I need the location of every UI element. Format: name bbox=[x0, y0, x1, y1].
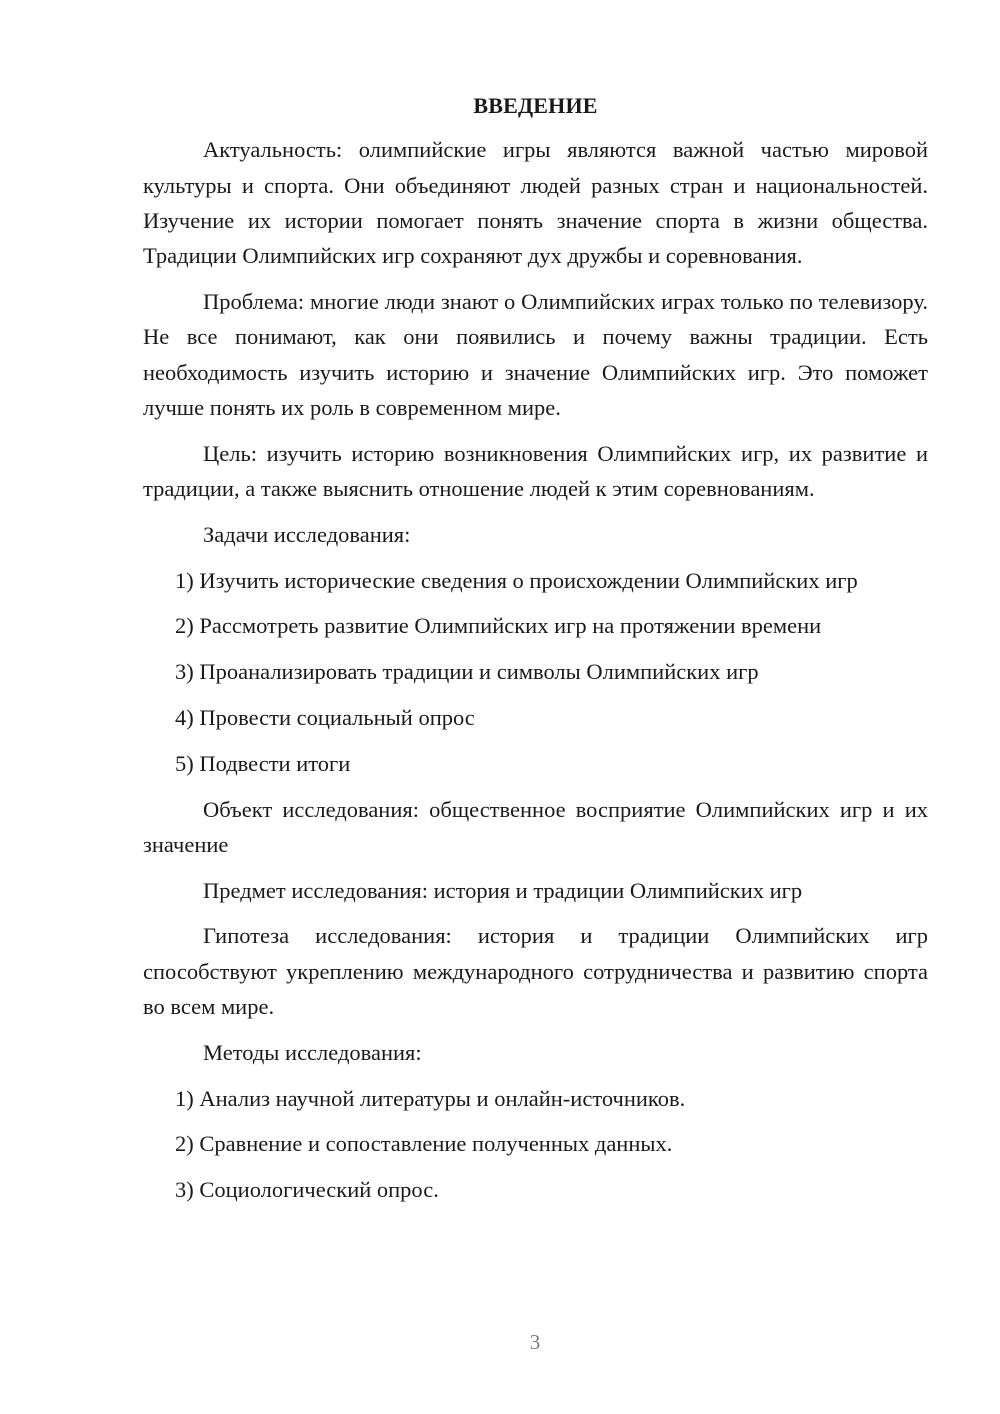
list-item: 2) Сравнение и сопоставление полученных данных. bbox=[175, 1131, 673, 1157]
methods-heading: Методы исследования: bbox=[203, 1039, 422, 1065]
list-item: 1) Анализ научной литературы и онлайн-источников. bbox=[175, 1085, 686, 1111]
document-page bbox=[143, 88, 928, 1218]
problem-paragraph: Проблема: многие люди знают о Олимпийских играх только по телевизору. Не все понимают, как они появились и почему важны традиции. Есть необходимость изучить историю и значение Олимпийских игр. Это поможет лучше понять их роль в современном мире. bbox=[143, 288, 928, 420]
object-paragraph: Объект исследования: общественное восприятие Олимпийских игр и их значение bbox=[143, 796, 928, 857]
list-item: 2) Рассмотреть развитие Олимпийских игр на протяжении времени bbox=[175, 613, 822, 639]
page-number: 3 bbox=[529, 1330, 541, 1354]
list-item: 5) Подвести итоги bbox=[175, 750, 351, 776]
list-item: 4) Провести социальный опрос bbox=[175, 704, 475, 730]
tasks-heading: Задачи исследования: bbox=[203, 521, 411, 547]
list-item: 3) Социологический опрос. bbox=[175, 1177, 439, 1203]
page-title: ВВЕДЕНИЕ bbox=[473, 93, 598, 118]
subject-paragraph: Предмет исследования: история и традиции Олимпийских игр bbox=[203, 877, 803, 903]
hypothesis-paragraph: Гипотеза исследования: история и традиции Олимпийских игр способствуют укреплению международного сотрудничества и развитию спорта во всем мире. bbox=[143, 923, 928, 1020]
list-item: 1) Изучить исторические сведения о происхождении Олимпийских игр bbox=[175, 567, 858, 593]
goal-paragraph: Цель: изучить историю возникновения Олимпийских игр, их развитие и традиции, а также выяснить отношение людей к этим соревнованиям. bbox=[143, 440, 928, 501]
list-item: 3) Проанализировать традиции и символы Олимпийских игр bbox=[175, 659, 759, 685]
methods-list bbox=[143, 1081, 928, 1208]
relevance-paragraph: Актуальность: олимпийские игры являются важной частью мировой культуры и спорта. Они объединяют людей разных стран и национальностей. Изучение их истории помогает понять значение спорта в жизни общества. Традиции Олимпийских игр сохраняют дух дружбы и соревнования. bbox=[143, 137, 928, 269]
tasks-list bbox=[143, 563, 928, 781]
